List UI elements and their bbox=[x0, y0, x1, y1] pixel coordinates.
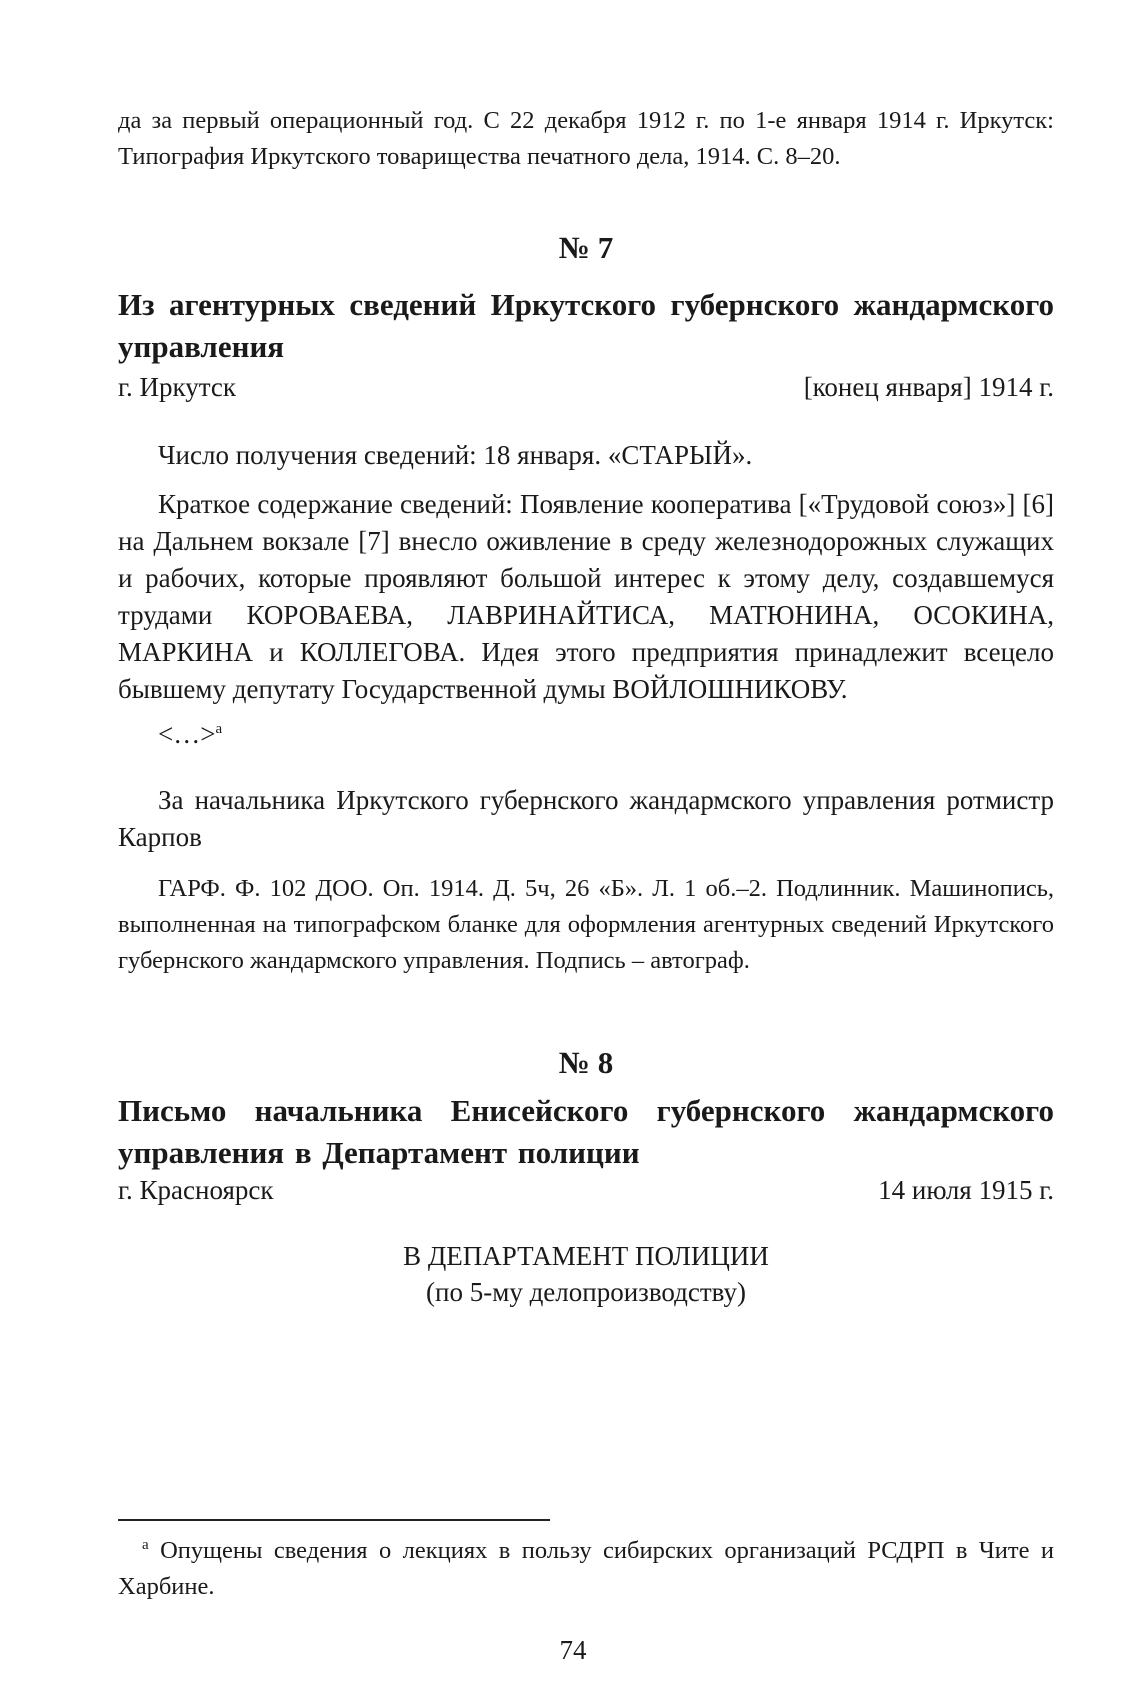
intro-paragraph: да за первый операционный год. С 22 декабря 1912 г. по 1-е января 1914 г. Иркутск: Типография Иркутского товарищества печатного дела, 1914. С. 8–20. bbox=[118, 107, 1054, 170]
doc7-received: Число получения сведений: 18 января. «СТАРЫЙ». bbox=[158, 440, 753, 470]
doc8-number: № 8 bbox=[558, 1045, 614, 1080]
doc7-number: № 7 bbox=[558, 230, 614, 265]
doc7-signature: За начальника Иркутского губернского жандармского управления ротмистр Карпов bbox=[118, 785, 1054, 852]
omission-text: <…> bbox=[158, 719, 216, 749]
doc7-source: ГАРФ. Ф. 102 ДОО. Оп. 1914. Д. 5ч, 26 «Б». Л. 1 об.–2. Подлинник. Машинопись, выполненная на типографском бланке для оформления агентурных сведений Иркутского губернского жандармского управления. Подпись – автограф. bbox=[118, 875, 1054, 974]
doc7-summary: Краткое содержание сведений: Появление кооператива [«Трудовой союз»] [6] на Дальнем вокзале [7] внесло оживление в среду железнодорожных служащих и рабочих, которые проявляют большой интерес к этому делу, создавшемуся трудами КОРОВАЕВА, ЛАВРИНАЙТИСА, МАТЮНИНА, ОСОКИНА, МАРКИНА и КОЛЛЕГОВА. Идея этого предприятия принадлежит всецело бывшему депутату Государственной думы ВОЙЛОШНИКОВУ. bbox=[118, 489, 1054, 704]
doc7-title: Из агентурных сведений Иркутского губернского жандармского управления bbox=[118, 287, 1054, 364]
doc8-addressee: В ДЕПАРТАМЕНТ ПОЛИЦИИ bbox=[403, 1241, 769, 1271]
doc8-title: Письмо начальника Енисейского губернского жандармского управления в Департамент полиции bbox=[118, 1093, 1054, 1170]
doc8-place: г. Красноярск bbox=[118, 1175, 274, 1205]
footnote-mark: а bbox=[142, 1536, 149, 1553]
doc7-omission bbox=[118, 716, 1094, 753]
omission-footnote-mark: а bbox=[215, 721, 223, 737]
footnote-rule bbox=[118, 1519, 550, 1521]
doc7-date: [конец января] 1914 г. bbox=[803, 372, 1054, 402]
doc8-addressee-sub: (по 5-му делопроизводству) bbox=[426, 1277, 746, 1307]
doc8-date: 14 июля 1915 г. bbox=[878, 1175, 1054, 1205]
doc7-place: г. Иркутск bbox=[118, 372, 236, 402]
page-number: 74 bbox=[559, 1635, 587, 1665]
footnote-text: Опущены сведения о лекциях в пользу сибирских организаций РСДРП в Чите и Харбине. bbox=[118, 1537, 1054, 1600]
footnote bbox=[118, 1533, 1054, 1605]
doc8-place-date-row bbox=[118, 1175, 1054, 1206]
doc7-place-date-row bbox=[118, 372, 1054, 403]
